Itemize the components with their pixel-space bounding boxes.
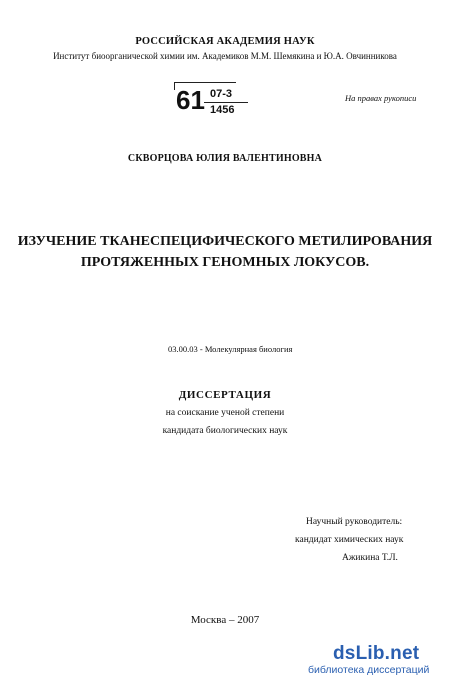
dissertation-heading: ДИССЕРТАЦИЯ — [178, 389, 272, 401]
title-line-2: ПРОТЯЖЕННЫХ ГЕНОМНЫХ ЛОКУСОВ. — [80, 255, 370, 270]
title-line-1: ИЗУЧЕНИЕ ТКАНЕСПЕЦИФИЧЕСКОГО МЕТИЛИРОВАНИЯ — [17, 234, 433, 249]
supervisor-name: Ажикина Т.Л. — [342, 553, 398, 563]
watermark-subtitle: библиотека диссертаций — [308, 664, 430, 676]
specialty: 03.00.03 - Молекулярная биология — [168, 344, 293, 354]
code-bracket-top — [174, 82, 236, 83]
catalog-code-numerator: 07-3 — [210, 88, 233, 100]
institute-name: Институт биоорганической химии им. Академиков М.М. Шемякина и Ю.А. Овчинникова — [53, 51, 397, 61]
dissertation-degree-line-2: кандидата биологических наук — [162, 426, 288, 436]
catalog-code-fraction-line — [204, 102, 248, 103]
academy-name: РОССИЙСКАЯ АКАДЕМИЯ НАУК — [135, 36, 315, 47]
watermark-logo[interactable] — [333, 643, 419, 665]
code-bracket-left — [174, 82, 175, 90]
supervisor-degree: кандидат химических наук — [295, 535, 404, 545]
watermark-brand-prefix: ds — [333, 643, 356, 664]
rights-note: На правах рукописи — [345, 93, 417, 103]
dissertation-degree-line-1: на соискание ученой степени — [165, 408, 285, 418]
author-name: СКВОРЦОВА ЮЛИЯ ВАЛЕНТИНОВНА — [127, 153, 323, 164]
catalog-code — [174, 82, 264, 126]
catalog-code-main: 61 — [176, 85, 205, 115]
catalog-code-denominator: 1456 — [210, 104, 235, 116]
watermark-brand-suffix: Lib.net — [355, 643, 420, 664]
city-year: Москва – 2007 — [190, 614, 260, 626]
supervisor-label: Научный руководитель: — [306, 517, 403, 527]
